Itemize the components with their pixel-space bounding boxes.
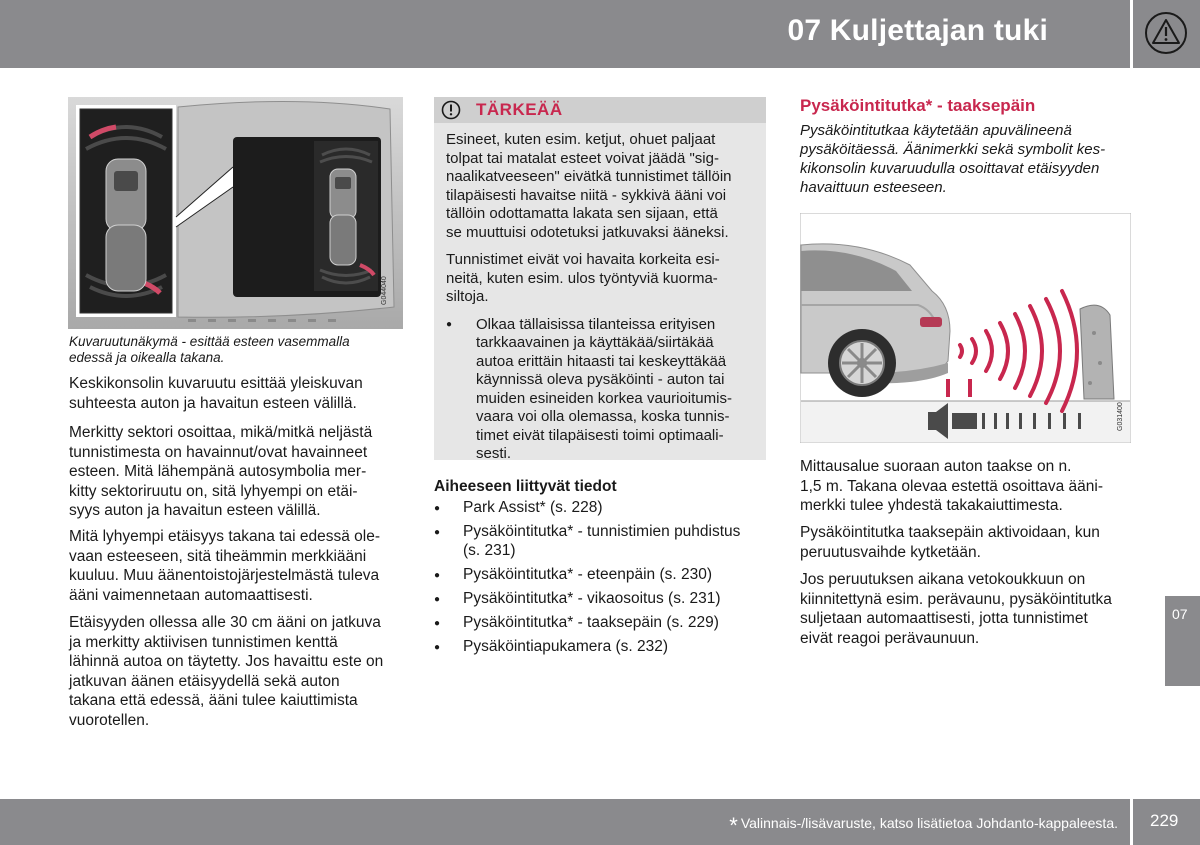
beep-bar: [1033, 413, 1036, 429]
warning-triangle-icon: [1144, 11, 1188, 55]
notice-body: [446, 131, 758, 473]
beep-bar: [967, 413, 972, 429]
page-footer: [0, 799, 1130, 845]
chapter-header: [0, 0, 1130, 68]
beep-bar: [1006, 413, 1009, 429]
caption-line: Kuvaruutunäkymä - esittää esteen vasemmalla: [69, 334, 350, 349]
related-link-sensor-cleaning[interactable]: ● Pysäköintitutka* - tunnistimien puhdistus (s. 231): [434, 522, 769, 560]
beep-bar: [962, 413, 967, 429]
beep-bar: [952, 413, 957, 429]
related-links: [434, 498, 769, 661]
beep-bar: [994, 413, 997, 429]
chapter-icon-box: [1133, 0, 1200, 68]
important-notice-box: [434, 97, 766, 460]
page-number-box: [1133, 799, 1200, 845]
footer-note: * Valinnais-/lisävaruste, katso lisätietoa Johdanto-kappaleesta.: [729, 813, 1118, 838]
notice-bullet: ● Olkaa tällaisissa tilanteissa erityisen tarkkaavainen ja käyttäkää/siirtäkää autoa erittäin hitaasti tai keskeyttäkää käynnissä oleva pysäköinti - auton tai muiden esineiden korkea vaurioitumis- vaara voi olla olemassa, koska tunnis- timet eivät tilapäisesti toimi optimaali- sesti.: [446, 316, 758, 464]
right-paragraph-1: Mittausalue suoraan auton taakse on n. 1,5 m. Takana olevaa estettä osoittava ääni- merkki tulee yhdestä takakaiuttimesta.: [800, 458, 1104, 514]
section-intro: Pysäköintitutkaa käytetään apuvälineenä pysäköitäessä. Äänimerkki sekä symbolit kes- kikonsolin kuvaruudulla osoittavat etäisyyden havaittuun esteeseen.: [800, 122, 1106, 196]
right-paragraph-3: Jos peruutuksen aikana vetokoukkuun on kiinnitettynä esim. perävaunu, pysäköintitutka suljetaan automaattisesti, jotta tunnistimet eivät reagoi perävaunuun.: [800, 571, 1112, 647]
exclamation-circle-icon: [441, 100, 461, 120]
related-link-camera[interactable]: ● Pysäköintiapukamera (s. 232): [434, 637, 769, 656]
chapter-title: 07 Kuljettajan tuki: [787, 14, 1048, 47]
related-link-park-assist[interactable]: ● Park Assist* (s. 228): [434, 498, 769, 517]
beep-bar: [1019, 413, 1022, 429]
reverse-sensor-figure: [800, 213, 1131, 443]
left-paragraph-1: Keskikonsolin kuvaruutu esittää yleiskuvan suhteesta auton ja havaitun esteen välillä.: [69, 375, 363, 412]
notice-paragraph: Esineet, kuten esim. ketjut, ohuet paljaat tolpat tai matalat esteet voivat jäädä "sig- naalikatveeseen" eivätkä tunnistimet tällöin tilapäisesti havaitse niitä - sykkivä ääni voi tällöin odottamatta lakata sen sijaan, että se muuttuisi odotetuksi jatkuvaksi ääneksi.: [446, 131, 732, 241]
related-link-forward[interactable]: ● Pysäköintitutka* - eteenpäin (s. 230): [434, 565, 769, 584]
beep-bar: [957, 413, 962, 429]
figure-caption: [69, 334, 404, 366]
beep-bar: [1078, 413, 1081, 429]
notice-paragraph: Tunnistimet eivät voi havaita korkeita esi- neitä, kuten esim. ulos työntyviä kuorma- siltoja.: [446, 251, 720, 305]
console-display-figure: [68, 97, 403, 329]
left-paragraph-2: Merkitty sektori osoittaa, mikä/mitkä neljästä tunnistimesta on havainnut/ovat havainneet esteen. Mitä lähempänä autosymbolia mer- kitty sektoriruutu on, sitä lyhyempi on etäi- syys auton ja havaitun esteen välillä.: [69, 424, 373, 519]
beep-bar: [1063, 413, 1066, 429]
right-paragraph-2: Pysäköintitutka taaksepäin aktivoidaan, kun peruutusvaihde kytketään.: [800, 524, 1100, 561]
page-number: 229: [1150, 811, 1179, 830]
related-link-fault[interactable]: ● Pysäköintitutka* - vikaosoitus (s. 231): [434, 589, 769, 608]
section-title: Pysäköintitutka* - taaksepäin: [800, 96, 1036, 115]
left-paragraph-4: Etäisyyden ollessa alle 30 cm ääni on jatkuva ja merkitty aktiivisen tunnistimen kenttä lähinnä autoa on täytetty. Jos havaittu este on jatkuvan äänen etäisyydellä sekä auton takana että edessä, ääni tulee kaiuttimista vuorotellen.: [69, 614, 384, 729]
notice-header: [434, 97, 766, 123]
related-link-reverse[interactable]: ● Pysäköintitutka* - taaksepäin (s. 229): [434, 613, 769, 632]
beep-bar: [972, 413, 977, 429]
beep-bar: [982, 413, 985, 429]
beep-bar: [1048, 413, 1051, 429]
chapter-tab-label: 07: [1172, 606, 1188, 622]
figure-code: G044040: [381, 276, 388, 305]
chapter-side-tab: [1165, 596, 1200, 686]
left-paragraph-3: Mitä lyhyempi etäisyys takana tai edessä ole- vaan esteeseen, sitä tiheämmin merkkiääni kuuluu. Muu äänentoistojärjestelmästä tuleva ääni vaimennetaan automaattisesti.: [69, 528, 381, 604]
figure-code: G031400: [1117, 402, 1124, 431]
asterisk-marker: *: [729, 813, 738, 838]
notice-title: TÄRKEÄÄ: [476, 100, 563, 119]
related-heading: Aiheeseen liittyvät tiedot: [434, 478, 617, 495]
caption-line: edessä ja oikealla takana.: [69, 350, 225, 365]
